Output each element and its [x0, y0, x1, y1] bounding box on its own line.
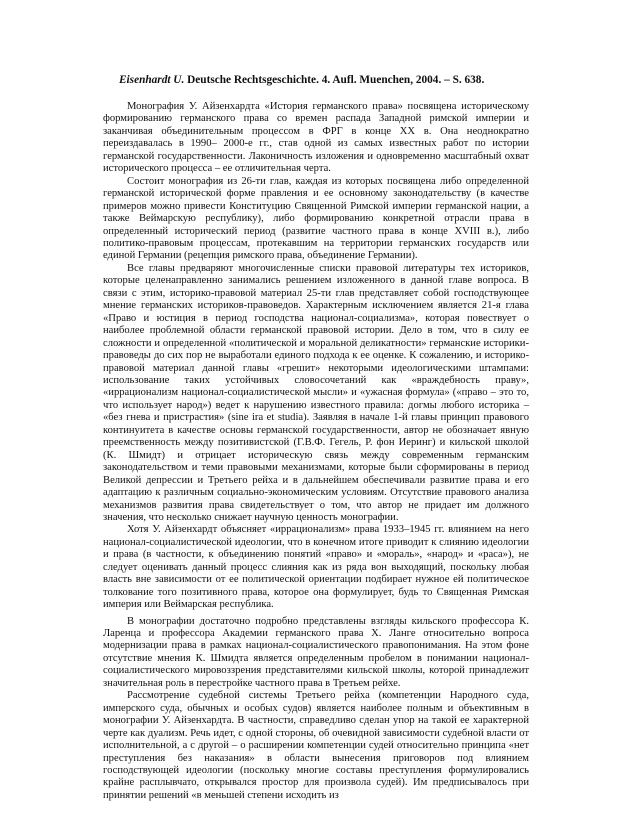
paragraph: В монографии достаточно подробно представлены взгляды кильского профессора К. Ларенца и профессора Академии германского права Х. Ланге относительно вопроса модернизации права в рамках национал-социалистического правопонимания. На этом фоне отсутствие мнения К. Шмидта является определенным пробелом в понимании национал-социалистического мировоззрения представителями кильской школы, которой принадлежит значительная роль в перестройке частного права в Третьем рейхе. [103, 615, 529, 689]
paragraph: Состоит монография из 26-ти глав, каждая из которых посвящена либо определенной германской исторической форме правления и ее основному законодательству (в качестве примеров можно привести Конституцию Священной Римской империи германской нации, а также Веймарскую республику), либо формированию конкретной отрасли права в определенный исторический период (развитие частного права в конце XVIII в.), либо политико-правовым процессам, протекавшим на территории германских государств или единой Германии (рецепция римского права, объединение Германии). [103, 175, 529, 262]
paragraph: Хотя У. Айзенхардт объясняет «иррационализм» права 1933–1945 гг. влиянием на него национал-социалистической идеологии, что в конечном итоге приводит к слиянию идеологии и права (в частности, к объединению понятий «право» и «мораль», «народ» и «раса»), не следует оценивать данный процесс слияния как из ряда вон выходящий, поскольку любая власть вне зависимости от ее политической ориентации подбирает нужное ей политическое толкование того позитивного права, которое она формулирует, будь то Священная Римская империя или Веймарская республика. [103, 524, 529, 611]
citation-header [119, 74, 484, 86]
citation-author: Eisenhardt U. [119, 74, 185, 86]
body-text [103, 97, 529, 802]
paragraph: Монография У. Айзенхардта «История германского права» посвящена историческому формированию германского права со времен распада Западной римской империи и заканчивая объединительным процессом в ФРГ в конце XX в. Она неоднократно переиздавалась в 1990– 2000-е гг., став одной из самых известных работ по истории германской государственности. Лаконичность изложения и одновременно масштабный охват исторического процесса – ее отличительная черта. [103, 101, 529, 175]
paragraph: Рассмотрение судебной системы Третьего рейха (компетенции Народного суда, имперского суда, обычных и особых судов) является наиболее полным и объективным в монографии У. Айзенхардта. В частности, справедливо сделан упор на такой ее характерной черте как дуализм. Речь идет, с одной стороны, об очевидной зависимости судебной власти от исполнительной, а с другой – о расширении компетенции судей относительно принципа «нет преступления без наказания» в области вынесения приговоров под влиянием господствующей идеологии (поскольку многие составы преступления формулировались крайне расплывчато, открывался простор для произвола судей). Им предписывалось при принятии решений «в меньшей степени исходить из [103, 690, 529, 801]
paragraph: Все главы предваряют многочисленные списки правовой литературы тех историков, которые целенаправленно занимались решением изложенного в данной главе вопроса. В связи с этим, историко-правовой материал 25-ти глав представляет собой господствующее мнение германских историков-правоведов. Характерным исключением является 21-я глава «Право и юстиция в период господства национал-социализма», которая повествует о наиболее проблемной области германской правовой истории. Дело в том, что в силу ее сложности и определенной «политической и моральной деликатности» германские историки-правоведы до сих пор не выработали единого подхода к ее оценке. К сожалению, и историко-правовой материал данной главы «грешит» некоторыми идеологическими штампами: использование таких устойчивых словосочетаний как «враждебность праву», «иррационализм национал-социалистической мысли» и «ужасная формула» («право – это то, что использует народ») ведет к нарушению известного правила: догмы любого историка – «без гнева и пристрастия» (sine ira et studia). Заявляя в начале 1-й главы принцип правового континуитета в качестве основы германской государственности, автор не обозначает явную преемственность между позитивистской (Г.В.Ф. Гегель, Р. фон Иеринг) и кильской школой (К. Шмидт) и отрицает историческую связь между современным германским законодательством и теми правовыми механизмами, которые были сформированы в период Великой депрессии и Третьего рейха и в дальнейшем обеспечивали развитие права и его адаптацию к различным социально-экономическим условиям. Отсутствие правового анализа механизмов развития права свидетельствует о том, что автор не придает им должного значения, что несколько снижает научную ценность монографии. [103, 262, 529, 523]
citation-details: Deutsche Rechtsgeschichte. 4. Aufl. Muenchen, 2004. – S. 638. [184, 74, 485, 86]
